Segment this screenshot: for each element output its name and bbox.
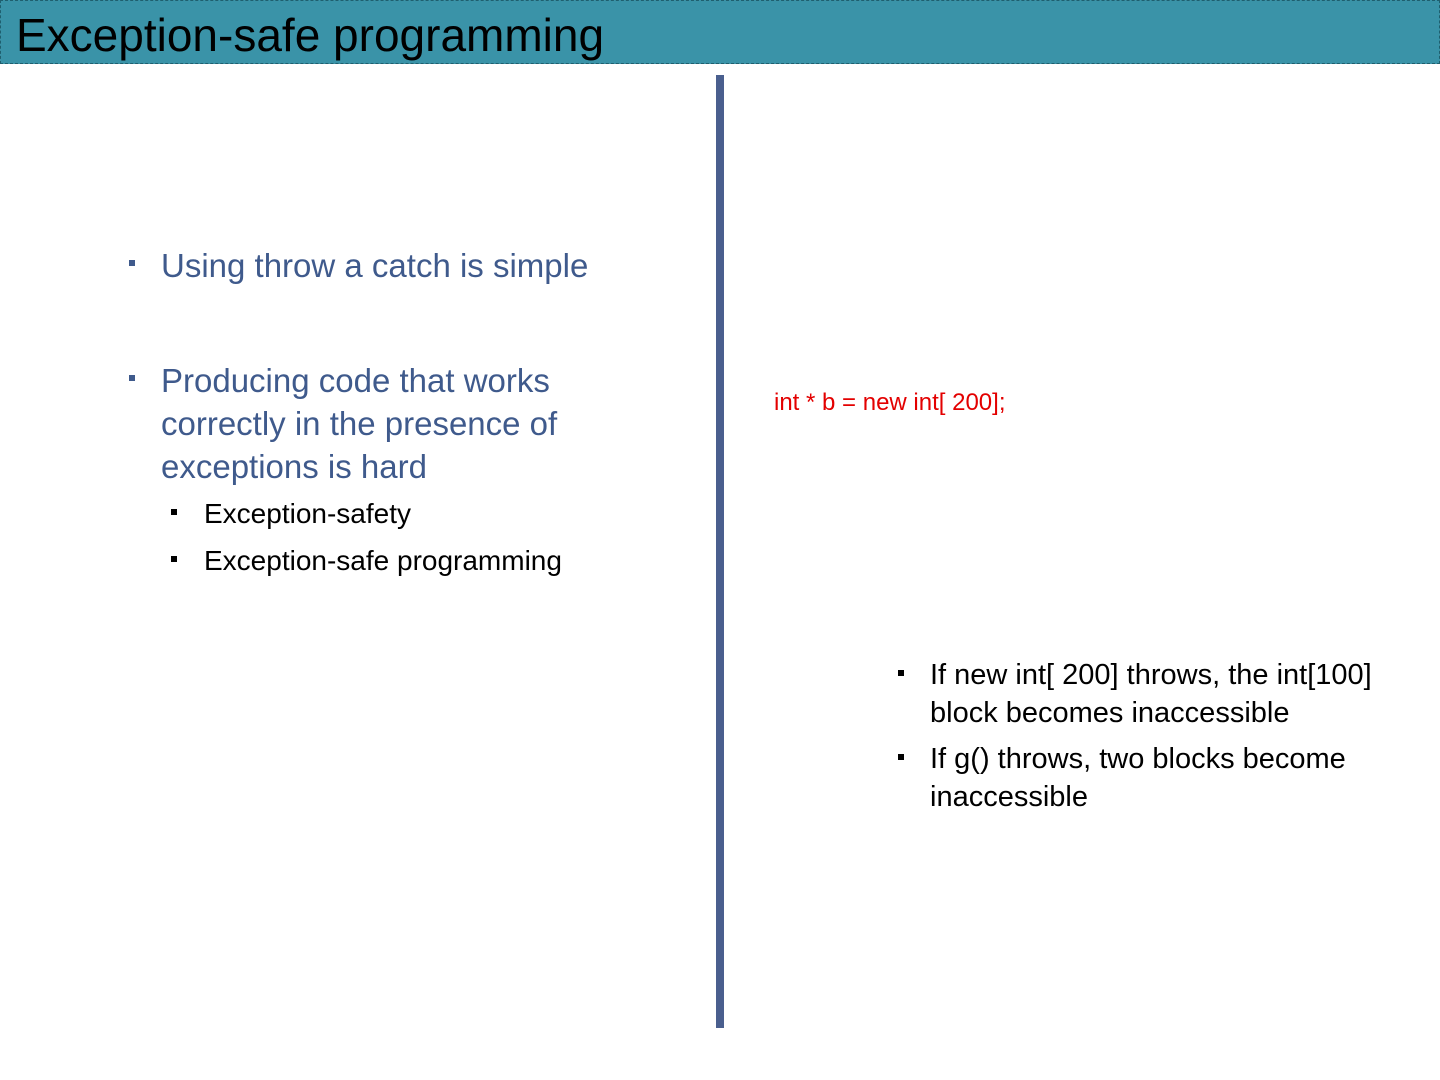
square-bullet-icon bbox=[171, 509, 177, 515]
list-item bbox=[894, 740, 1394, 816]
left-sub-bullet-list bbox=[168, 496, 688, 579]
square-bullet-icon bbox=[171, 556, 177, 562]
sub-bullet-text: Exception-safe programming bbox=[204, 545, 562, 576]
square-bullet-icon bbox=[129, 375, 135, 381]
code-snippet: int * b = new int[ 200]; bbox=[774, 389, 1006, 416]
list-item bbox=[125, 244, 685, 287]
square-bullet-icon bbox=[898, 670, 904, 676]
column-divider bbox=[716, 75, 724, 1028]
square-bullet-icon bbox=[898, 754, 904, 760]
list-item bbox=[168, 496, 688, 532]
note-text: If new int[ 200] throws, the int[100] block becomes inaccessible bbox=[930, 659, 1372, 729]
slide-title: Exception-safe programming bbox=[16, 9, 605, 61]
square-bullet-icon bbox=[129, 260, 135, 266]
list-item bbox=[125, 359, 665, 488]
list-item bbox=[894, 656, 1394, 732]
left-bullet-list bbox=[125, 244, 685, 287]
list-item bbox=[168, 543, 688, 579]
right-bullet-list bbox=[894, 656, 1394, 816]
left-bullet-list-2 bbox=[125, 359, 665, 488]
note-text: If g() throws, two blocks become inaccessible bbox=[930, 743, 1346, 813]
bullet-text: Producing code that works correctly in the presence of exceptions is hard bbox=[161, 362, 558, 485]
sub-bullet-text: Exception-safety bbox=[204, 498, 411, 529]
bullet-text: Using throw a catch is simple bbox=[161, 247, 589, 284]
title-bar bbox=[0, 0, 1440, 64]
